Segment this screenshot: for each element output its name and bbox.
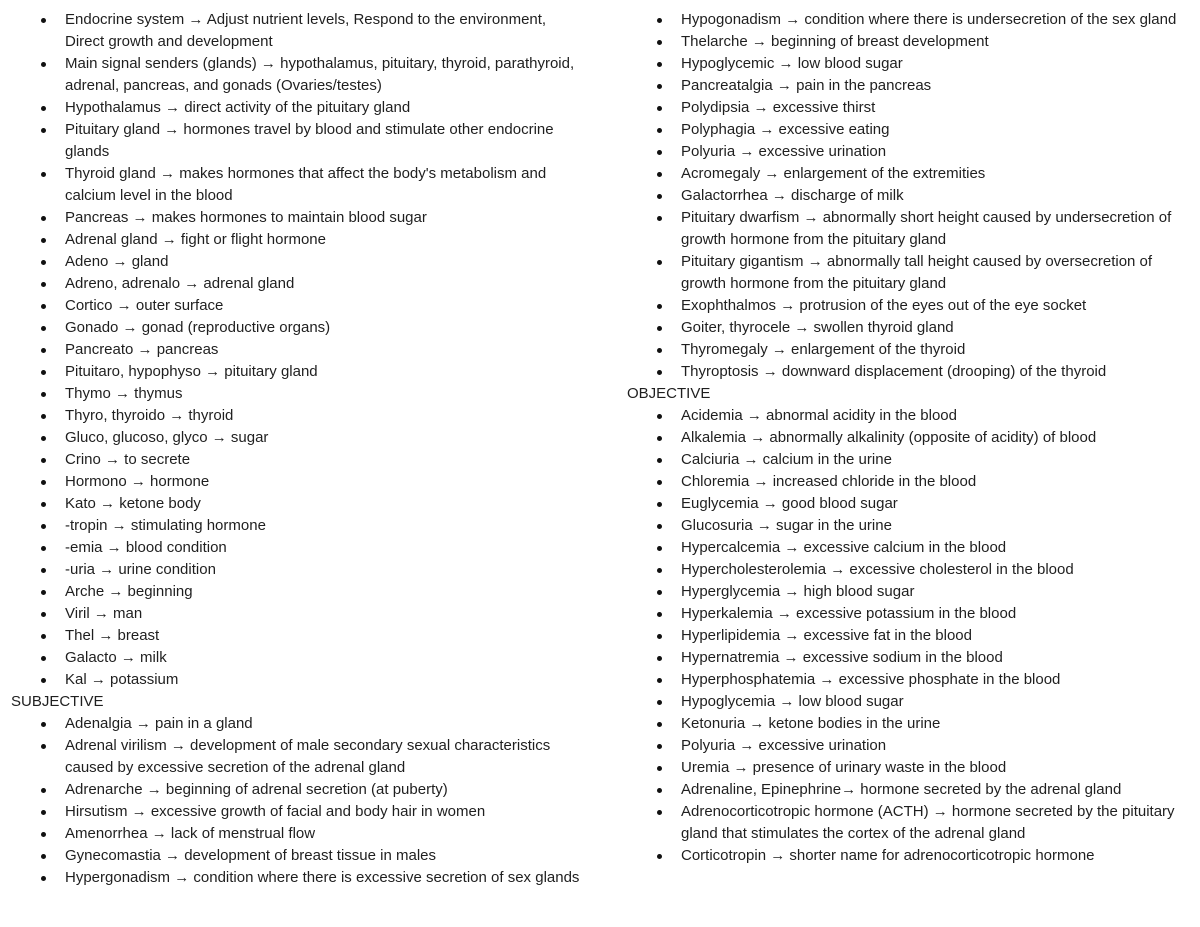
list-item: Pituitary gland → hormones travel by blood and stimulate other endocrine glands bbox=[11, 119, 586, 163]
list-item: Thyromegaly → enlargement of the thyroid bbox=[627, 339, 1197, 361]
list-item: Viril → man bbox=[11, 603, 586, 625]
list-item: Thelarche → beginning of breast development bbox=[627, 31, 1197, 53]
list-item: Polyuria → excessive urination bbox=[627, 141, 1197, 163]
list-item: Exophthalmos → protrusion of the eyes out of the eye socket bbox=[627, 295, 1197, 317]
list-item: Galactorrhea → discharge of milk bbox=[627, 185, 1197, 207]
list-item: Thyroid gland → makes hormones that affect the body's metabolism and calcium level in the blood bbox=[11, 163, 586, 207]
list-item: Hypercalcemia → excessive calcium in the blood bbox=[627, 537, 1197, 559]
list-item: Acidemia → abnormal acidity in the blood bbox=[627, 405, 1197, 427]
list-item: Pancreato → pancreas bbox=[11, 339, 586, 361]
list-item: Gluco, glucoso, glyco → sugar bbox=[11, 427, 586, 449]
list-item: Glucosuria → sugar in the urine bbox=[627, 515, 1197, 537]
subjective-term-list bbox=[11, 713, 586, 889]
list-item: Hyperkalemia → excessive potassium in the blood bbox=[627, 603, 1197, 625]
list-item: Adrenal gland → fight or flight hormone bbox=[11, 229, 586, 251]
list-item: Cortico → outer surface bbox=[11, 295, 586, 317]
list-item: Gonado → gonad (reproductive organs) bbox=[11, 317, 586, 339]
list-item: Pituitary gigantism → abnormally tall height caused by oversecretion of growth hormone from the pituitary gland bbox=[627, 251, 1197, 295]
list-item: Thyro, thyroido → thyroid bbox=[11, 405, 586, 427]
list-item: Galacto → milk bbox=[11, 647, 586, 669]
list-item: Calciuria → calcium in the urine bbox=[627, 449, 1197, 471]
list-item: Hypoglycemic → low blood sugar bbox=[627, 53, 1197, 75]
left-term-list bbox=[11, 9, 586, 691]
objective-term-list bbox=[627, 405, 1197, 867]
list-item: -emia → blood condition bbox=[11, 537, 586, 559]
list-item: Thel → breast bbox=[11, 625, 586, 647]
left-column bbox=[11, 9, 586, 889]
list-item: Polydipsia → excessive thirst bbox=[627, 97, 1197, 119]
objective-heading: OBJECTIVE bbox=[627, 385, 711, 402]
list-item: Chloremia → increased chloride in the blood bbox=[627, 471, 1197, 493]
list-item: Adrenal virilism → development of male secondary sexual characteristics caused by excessive secretion of the adrenal gland bbox=[11, 735, 586, 779]
list-item: Corticotropin → shorter name for adrenocorticotropic hormone bbox=[627, 845, 1197, 867]
list-item: Hypergonadism → condition where there is excessive secretion of sex glands bbox=[11, 867, 586, 889]
list-item: Hormono → hormone bbox=[11, 471, 586, 493]
list-item: Adrenaline, Epinephrine→ hormone secreted by the adrenal gland bbox=[627, 779, 1197, 801]
list-item: Hypogonadism → condition where there is undersecretion of the sex gland bbox=[627, 9, 1197, 31]
list-item: Hypercholesterolemia → excessive cholesterol in the blood bbox=[627, 559, 1197, 581]
list-item: -uria → urine condition bbox=[11, 559, 586, 581]
list-item: Adenalgia → pain in a gland bbox=[11, 713, 586, 735]
list-item: Main signal senders (glands) → hypothalamus, pituitary, thyroid, parathyroid, adrenal, pancreas, and gonads (Ovaries/testes) bbox=[11, 53, 586, 97]
list-item: Hypoglycemia → low blood sugar bbox=[627, 691, 1197, 713]
list-item: Pancreatalgia → pain in the pancreas bbox=[627, 75, 1197, 97]
list-item: Hypothalamus → direct activity of the pituitary gland bbox=[11, 97, 586, 119]
list-item: Thyroptosis → downward displacement (drooping) of the thyroid bbox=[627, 361, 1197, 383]
list-item: Hyperglycemia → high blood sugar bbox=[627, 581, 1197, 603]
list-item: Hypernatremia → excessive sodium in the blood bbox=[627, 647, 1197, 669]
list-item: Adrenarche → beginning of adrenal secretion (at puberty) bbox=[11, 779, 586, 801]
list-item: Pituitaro, hypophyso → pituitary gland bbox=[11, 361, 586, 383]
list-item: Pancreas → makes hormones to maintain blood sugar bbox=[11, 207, 586, 229]
subjective-heading: SUBJECTIVE bbox=[11, 693, 104, 710]
list-item: Polyuria → excessive urination bbox=[627, 735, 1197, 757]
list-item: Crino → to secrete bbox=[11, 449, 586, 471]
list-item: Kato → ketone body bbox=[11, 493, 586, 515]
list-item: Adreno, adrenalo → adrenal gland bbox=[11, 273, 586, 295]
list-item: Thymo → thymus bbox=[11, 383, 586, 405]
list-item: Uremia → presence of urinary waste in the blood bbox=[627, 757, 1197, 779]
list-item: Acromegaly → enlargement of the extremities bbox=[627, 163, 1197, 185]
list-item: -tropin → stimulating hormone bbox=[11, 515, 586, 537]
list-item: Hyperphosphatemia → excessive phosphate in the blood bbox=[627, 669, 1197, 691]
list-item: Hirsutism → excessive growth of facial and body hair in women bbox=[11, 801, 586, 823]
list-item: Adeno → gland bbox=[11, 251, 586, 273]
list-item: Goiter, thyrocele → swollen thyroid gland bbox=[627, 317, 1197, 339]
list-item: Arche → beginning bbox=[11, 581, 586, 603]
right-column bbox=[627, 9, 1197, 867]
list-item: Hyperlipidemia → excessive fat in the blood bbox=[627, 625, 1197, 647]
list-item: Gynecomastia → development of breast tissue in males bbox=[11, 845, 586, 867]
list-item: Pituitary dwarfism → abnormally short height caused by undersecretion of growth hormone from the pituitary gland bbox=[627, 207, 1197, 251]
list-item: Alkalemia → abnormally alkalinity (opposite of acidity) of blood bbox=[627, 427, 1197, 449]
list-item: Kal → potassium bbox=[11, 669, 586, 691]
list-item: Endocrine system → Adjust nutrient levels, Respond to the environment, Direct growth and development bbox=[11, 9, 586, 53]
list-item: Amenorrhea → lack of menstrual flow bbox=[11, 823, 586, 845]
list-item: Euglycemia → good blood sugar bbox=[627, 493, 1197, 515]
list-item: Polyphagia → excessive eating bbox=[627, 119, 1197, 141]
list-item: Ketonuria → ketone bodies in the urine bbox=[627, 713, 1197, 735]
list-item: Adrenocorticotropic hormone (ACTH) → hormone secreted by the pituitary gland that stimulates the cortex of the adrenal gland bbox=[627, 801, 1197, 845]
right-term-list bbox=[627, 9, 1197, 383]
